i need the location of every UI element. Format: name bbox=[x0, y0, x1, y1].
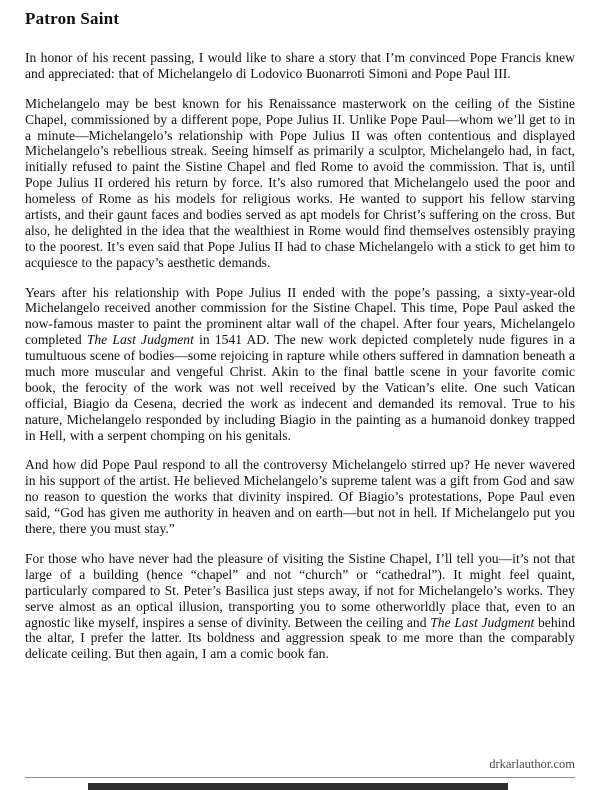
paragraph bbox=[25, 285, 575, 444]
text-run: in 1541 AD. The new work depicted completely nude figures in a tumultuous scene of bodies—some rejoicing in rapture while others suffered in damnation beneath a much more muscular and vengeful Christ. Akin to the final battle scene in your favorite comic book, the ferocity of the work was not well received by the Vatican’s elite. One such Vatican official, Biagio da Cesena, decried the work as indecent and demanded its removal. True to his nature, Michelangelo responded by including Biagio in the painting as a humanoid donkey trapped in Hell, with a serpent chomping on his genitals. bbox=[25, 332, 575, 443]
page-title: Patron Saint bbox=[25, 9, 120, 28]
paragraph bbox=[25, 551, 575, 662]
paragraph bbox=[25, 96, 575, 271]
paragraph bbox=[25, 457, 575, 536]
text-run: And how did Pope Paul respond to all the controversy Michelangelo stirred up? He never wavered in his support of the artist. He believed Michelangelo’s supreme talent was a gift from God and saw no reason to question the works that divinity inspired. Of Biagio’s protestations, Pope Paul even said, “God has given me authority in heaven and on earth—but not in hell. If Michelangelo put you there, there you must stay.” bbox=[25, 457, 575, 537]
text-run: In honor of his recent passing, I would like to share a story that I’m convinced Pope Francis knew and appreciated: that of Michelangelo di Lodovico Buonarroti Simoni and Pope Paul III. bbox=[25, 50, 575, 81]
text-run: Michelangelo may be best known for his Renaissance masterwork on the ceiling of the Sistine Chapel, commissioned by a different pope, Pope Julius II. Unlike Pope Paul—whom we’ll get to in a minute—Michelangelo’s relationship with Pope Julius II was often contentious and displayed Michelangelo’s rebellious streak. Seeing himself as primarily a sculptor, Michelangelo had, in fact, initially refused to paint the Sistine Chapel and fled Rome to avoid the commission. That is, until Pope Julius II ordered his return by force. It’s also rumored that Michelangelo used the poor and homeless of Rome as his models for religious works. He wanted to support his fellow starving artists, and their gaunt faces and bodies served as apt models for Christ’s suffering on the cross. But also, he delighted in the idea that the wealthiest in Rome would find themselves ostensibly praying to the poorest. It’s even said that Pope Julius II had to chase Michelangelo with a stick to get him to acquiesce to the papacy’s aesthetic demands. bbox=[25, 95, 575, 270]
paragraph bbox=[25, 50, 575, 82]
footer-divider bbox=[25, 777, 575, 778]
text-run: For those who have never had the pleasure of visiting the Sistine Chapel, I’ll tell you—it’s not that large of a building (hence “chapel” and not “church” or “cathedral”). It might feel quaint, particularly compared to St. Peter’s Basilica just steps away, if not for Michelangelo’s works. They serve almost as an optical illusion, transporting you to some otherworldly place that, even to an agnostic like myself, inspires a sense of divinity. Between the ceiling and bbox=[25, 550, 575, 630]
text-run: Years after his relationship with Pope Julius II ended with the pope’s passing, a sixty-year-old Michelangelo received another commission for the Sistine Chapel. This time, Pope Paul asked the now-famous master to paint the prominent altar wall of the chapel. After four years, Michelangelo completed bbox=[25, 284, 575, 348]
italic-text-run: The Last Judgment bbox=[86, 332, 194, 348]
text-run: behind the altar, I prefer the latter. Its boldness and aggression speak to me more than the comparably delicate ceiling. But then again, I am a comic book fan. bbox=[25, 614, 575, 662]
article-body bbox=[25, 50, 575, 662]
bottom-bar bbox=[88, 783, 508, 790]
italic-text-run: The Last Judgment bbox=[430, 614, 535, 630]
site-link[interactable]: drkarlauthor.com bbox=[489, 757, 575, 771]
